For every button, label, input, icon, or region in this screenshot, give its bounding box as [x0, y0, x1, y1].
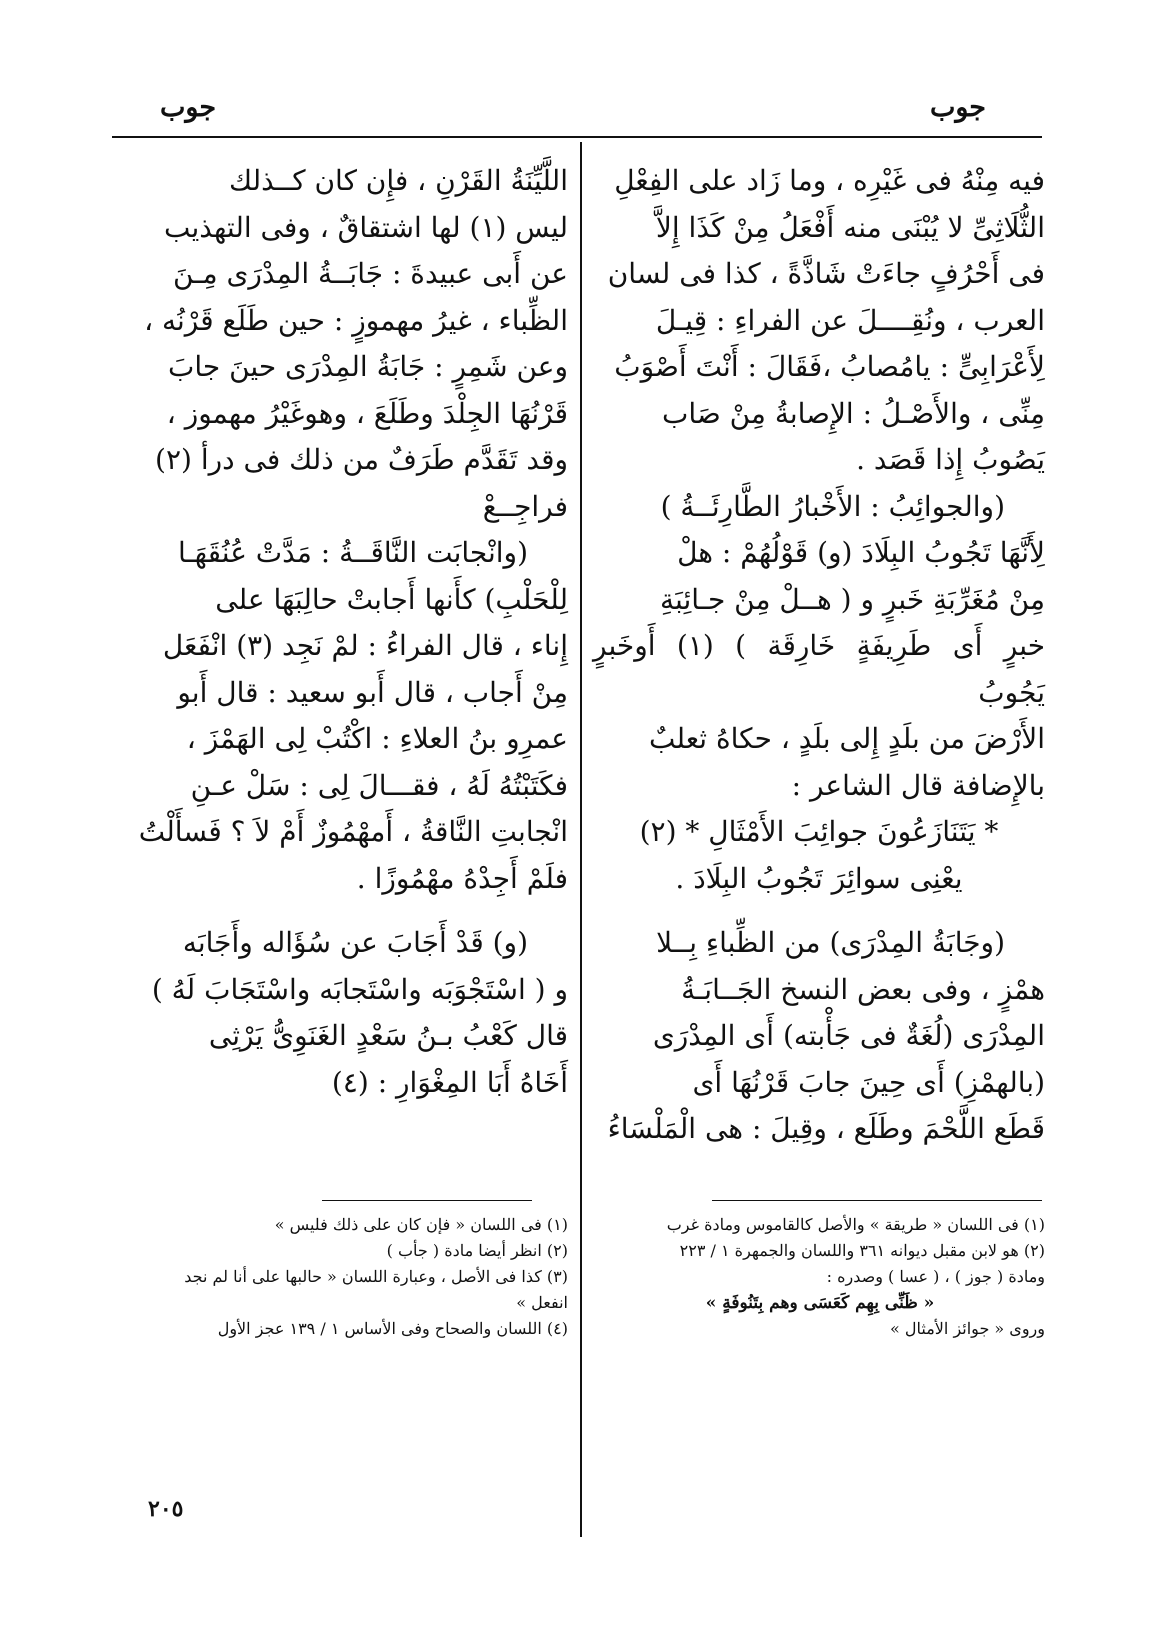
- text-line: مِنِّى ، والأَصْـلُ : الإِصابةُ مِنْ صَاب: [662, 396, 1045, 430]
- text-line: اللَّيِّنَةُ القَرْنِ ، فإِن كان كــذلك: [229, 164, 568, 197]
- text-line: قَرْنُهَا الجِلْدَ وطَلَعَ ، وهوغَيْرُ مهموز ،: [166, 396, 568, 430]
- footnote: (٣) كذا فى الأصل ، وعبارة اللسان « حالبها على أنا لم نجد: [184, 1267, 568, 1286]
- text-line: بالإِضافة قال الشاعر :: [791, 768, 1045, 802]
- footnote: انفعل »: [516, 1293, 568, 1312]
- header-rule: [112, 136, 1042, 138]
- footnote: ومادة ( جوز ) ، ( عسا ) وصدره :: [826, 1267, 1045, 1286]
- text-line: ليس (١) لها اشتقاقٌ ، وفى التهذيب: [164, 210, 568, 244]
- footnotes-left: [112, 1212, 568, 1342]
- text-line: خبرٍ أَى طَرِيفَةٍ خَارِقَة ) (١) أَوخَبرٍ يَجُوبُ: [593, 629, 1045, 709]
- text-line: الثُّلَاثِىِّ لا يُبْنَى منه أَفْعَلُ مِنْ كَذَا إِلاَّ: [655, 210, 1045, 244]
- text-line: وقد تَقَدَّم طَرَفٌ من ذلك فى درأ (٢): [155, 443, 568, 476]
- footnotes-right: [595, 1212, 1045, 1342]
- text-line: مِنْ مُغَرِّبَةِ خَبرٍ و ( هــلْ مِنْ جـائِبَةِ: [659, 582, 1045, 616]
- footnote: وروى « جوائز الأمثال »: [890, 1319, 1045, 1338]
- text-line: قَطَع اللَّحْمَ وطَلَع ، وقِيلَ : هى الْمَلْسَاءُ: [607, 1112, 1045, 1145]
- left-column: [110, 158, 568, 1106]
- text-line: لِلْحَلْبِ) كأَنها أَجابتْ حالِبَهَا على: [215, 582, 568, 616]
- footnote: (١) فى اللسان « طريقة » والأصل كالقاموس ومادة غرب: [666, 1215, 1045, 1234]
- verse-note: يعْنِى سوائِرَ تَجُوبُ البِلَادَ .: [675, 861, 963, 895]
- text-line: فلَمْ أَجِدْهُ مهْمُوزًا .: [356, 861, 568, 895]
- text-line: إِناء ، قال الفراءُ : لمْ نَجِد (٣) انْفَعَل: [162, 629, 568, 662]
- column-separator: [580, 142, 582, 1537]
- entry-line: (والجوائِبُ : الأَخْبارُ الطَّارِئَــةُ ): [660, 489, 1005, 523]
- right-column: [593, 158, 1045, 1153]
- entry-line: (و) قَدْ أَجَابَ عن سُؤَاله وأَجَابَه: [182, 926, 528, 959]
- footnote: (٢) هو لابن مقبل ديوانه ٣٦١ واللسان والجمهرة ١ / ٢٢٣: [679, 1241, 1045, 1260]
- footnote-quote: « ظَنِّى بِهِم كَعَسَى وهم بِتَنُوفَةٍ »: [705, 1293, 935, 1313]
- text-line: عمرِو بنُ العلاءِ : اكْتُبْ لِى الهَمْزَ ،: [186, 722, 568, 755]
- text-line: انْجابتِ النَّاقةُ ، أَمهْمُوزٌ أَمْ لاَ ؟ فَسأَلْتُ: [138, 815, 568, 848]
- text-line: قال كَعْبُ بـنُ سَعْدٍ الغَنَوِىُّ يَرْثِى: [208, 1019, 568, 1052]
- text-line: و ( اسْتَجْوَبَه واسْتَجابَه واسْتَجَابَ لَهُ ): [151, 972, 568, 1006]
- text-line: (بالهمْزِ) أَى حِينَ جابَ قَرْنُهَا أَى: [692, 1065, 1045, 1099]
- text-line: مِنْ أَجاب ، قال أَبو سعيد : قال أَبو: [177, 675, 568, 709]
- page-number: ٢٠٥: [148, 1496, 184, 1522]
- entry-line: (وجَابَةُ المِدْرَى) من الظِّباءِ بِــلا: [656, 926, 1005, 959]
- text-line: عن أَبى عبيدةَ : جَابَــةُ المِدْرَى مِـنَ: [173, 257, 568, 290]
- footnote: (١) فى اللسان « فإن كان على ذلك فليس »: [274, 1215, 568, 1234]
- text-line: فيه مِنْهُ فى غَيْرِه ، وما زَاد على الفِعْلِ: [614, 164, 1045, 197]
- verse-line: * يَتَنَازَعُونَ جوائِبَ الأَمْثَالِ * (٢): [639, 815, 999, 848]
- footnote-rule-left: [322, 1200, 532, 1201]
- text-line: فى أَحْرُفٍ جاءَتْ شَاذَّةً ، كذا فى لسان: [607, 257, 1045, 290]
- text-line: المِدْرَى (لُغَةٌ فى جَأْبته) أَى المِدْرَى: [652, 1019, 1045, 1052]
- text-line: العرب ، ونُقِــــلَ عن الفراءِ : قِيـلَ: [655, 303, 1045, 337]
- text-line: همْزٍ ، وفى بعض النسخ الجَــابَـةُ: [681, 972, 1045, 1006]
- text-line: الظِّباء ، غيرُ مهموزٍ : حين طَلَع قَرْنُه ،: [144, 303, 568, 337]
- text-line: أَخَاهُ أَبَا المِغْوَارِ : (٤): [331, 1065, 568, 1099]
- text-line: الأَرْضَ من بلَدٍ إِلى بلَدٍ ، حكاهُ ثعلبٌ: [649, 722, 1045, 755]
- entry-line: (وانْجابَت النَّاقَــةُ : مَدَّتْ عُنُقَهَـا: [177, 536, 528, 569]
- text-line: وعن شَمِرٍ : جَابَةُ المِدْرَى حينَ جابَ: [167, 350, 568, 383]
- text-line: فراجِــعْ: [482, 489, 568, 523]
- text-line: فكَتَبْتُهُ لَهُ ، فقـــالَ لِى : سَلْ عـنِ: [190, 768, 568, 802]
- text-line: لِأَعْرَابِىٍّ : يامُصابُ ،فَقَالَ : أَنْتَ أَصْوَبُ: [614, 350, 1045, 383]
- running-header-left: جوب: [160, 92, 217, 123]
- text-line: لِأَنَّهَا تَجُوبُ البِلَادَ (و) قَوْلُهُمْ : هلْ: [677, 536, 1045, 569]
- footnote: (٢) انظر أيضا مادة ( جأب ): [386, 1241, 568, 1260]
- footnote: (٤) اللسان والصحاح وفى الأساس ١ / ١٣٩ عجز الأول: [217, 1319, 568, 1338]
- running-header-right: جوب: [929, 92, 986, 123]
- text-line: يَصُوبُ إِذا قَصَد .: [856, 443, 1045, 476]
- footnote-rule-right: [712, 1200, 1042, 1201]
